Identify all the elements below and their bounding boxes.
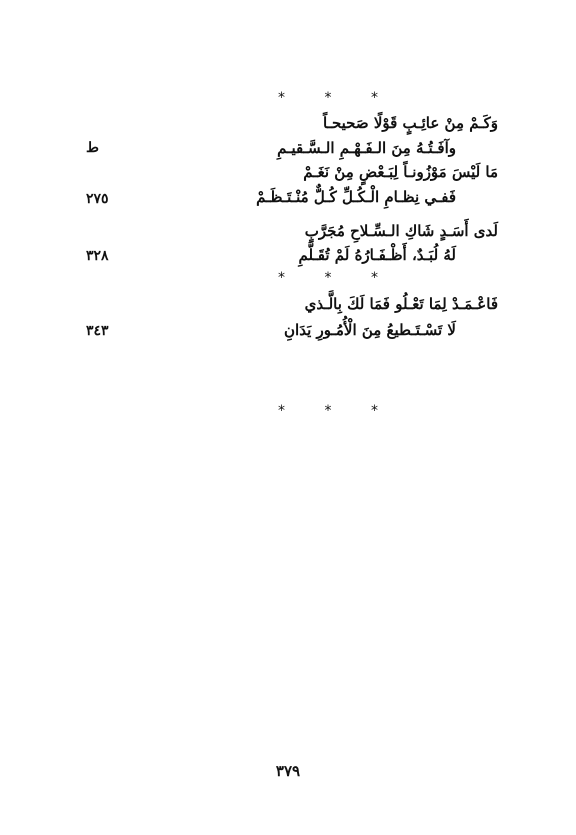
verse-line: لَدى أَسَـدٍ شَاكِ الـسِّـلاحِ مُجَرَّبٍ xyxy=(304,222,498,240)
separator-asterisk: * xyxy=(278,270,285,286)
separator-asterisk: * xyxy=(324,403,332,419)
verse-line: مَا لَيْسَ مَوْزُونـاً لِبَـعْضٍ مِنْ نَغَـمْ xyxy=(303,163,498,181)
reference-marker: ٣٢٨ xyxy=(86,248,109,264)
separator-asterisk: * xyxy=(324,90,332,106)
separator-asterisk: * xyxy=(278,90,285,106)
separator-asterisk: * xyxy=(278,403,285,419)
page-number: ٣٧٩ xyxy=(275,762,301,780)
separator-asterisk: * xyxy=(324,270,332,286)
reference-marker: ٢٧٥ xyxy=(86,191,109,207)
verse-line: فَفـي نِظـامِ الْـكُـلِّ كُـلٌّ مُنْـتَـظَـمْ xyxy=(256,188,456,206)
verse-line: فَاعْـمَـدْ لِمَا تَعْـلُو فَمَا لَكَ بِالَّـذي xyxy=(304,295,498,313)
verse-line: لَهُ لُبَـدٌ، أَظْـفَـارُهُ لَمْ تُقَـلَّمِ xyxy=(298,246,456,264)
reference-marker: ط xyxy=(86,140,99,156)
section-separator xyxy=(278,268,378,288)
verse-line: لَا تَسْـتَـطيعُ مِنَ الْأُمُـورِ يَدَانِ xyxy=(284,321,456,339)
reference-marker: ٣٤٣ xyxy=(86,323,109,339)
verse-line: وَكَـمْ مِنْ عائِـبٍ قَوْلًا صَحيحـاً xyxy=(323,114,498,132)
separator-asterisk: * xyxy=(371,270,378,286)
separator-asterisk: * xyxy=(371,90,378,106)
separator-asterisk: * xyxy=(371,403,378,419)
section-separator xyxy=(278,401,378,421)
verse-line: وآفَـتُـهُ مِنَ الـفَـهْـمِ الـسَّـقيـمِ xyxy=(277,139,456,157)
section-separator xyxy=(278,88,378,108)
